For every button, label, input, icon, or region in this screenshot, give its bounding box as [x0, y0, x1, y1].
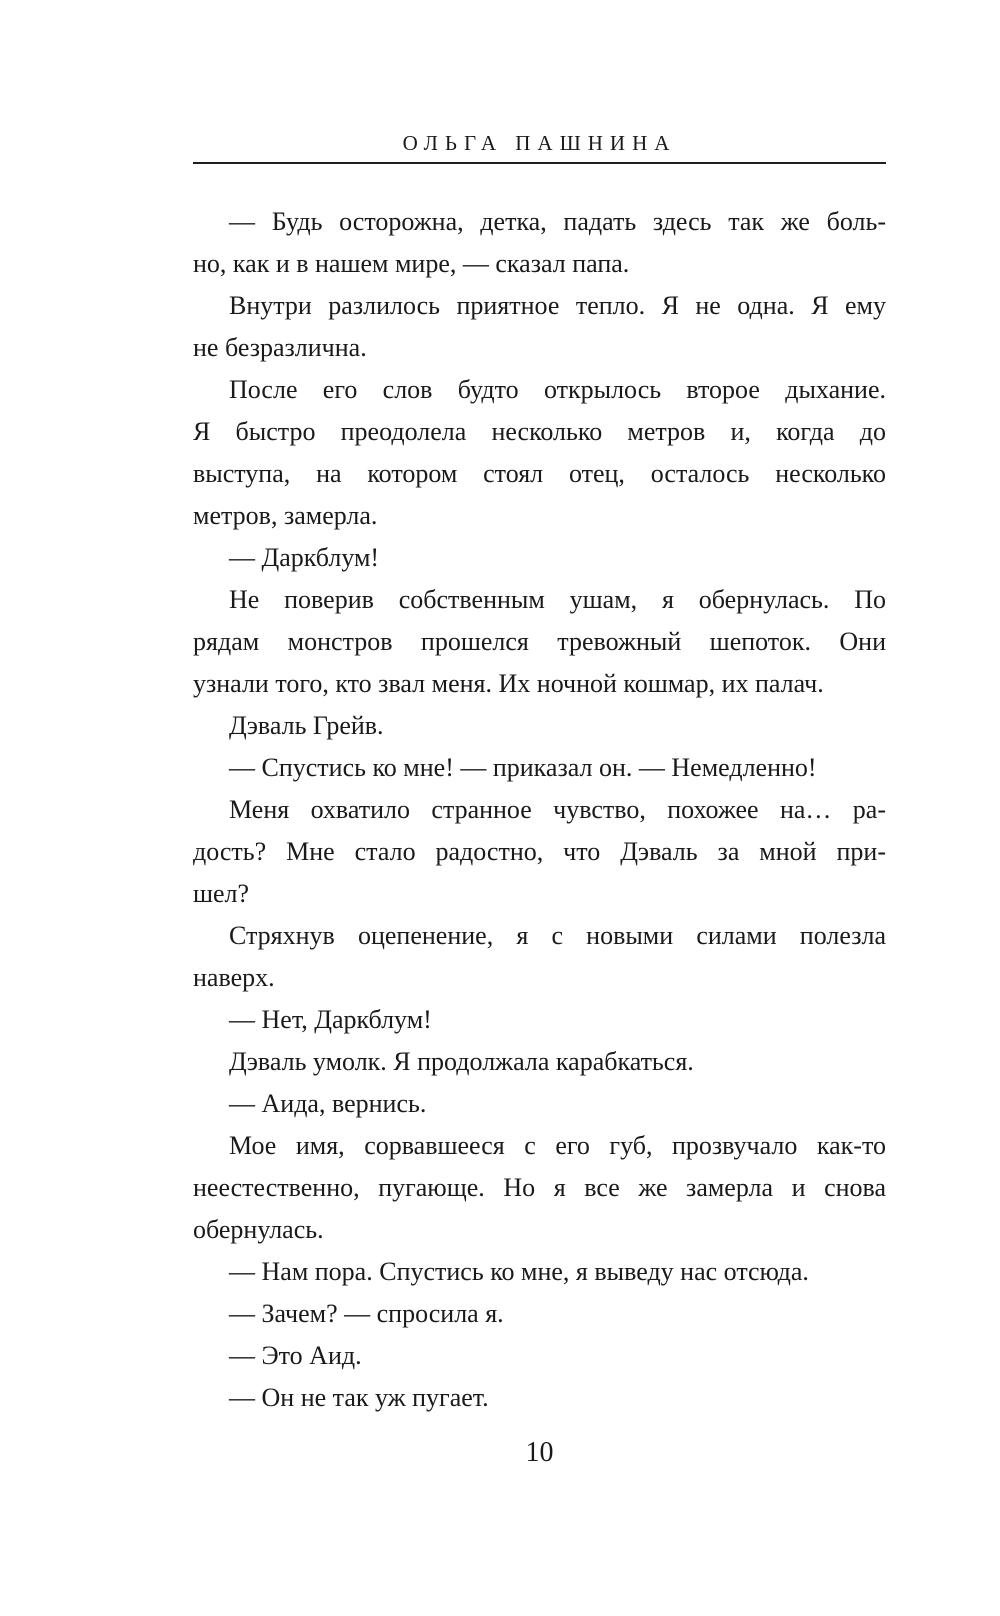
- text-line: шел?: [193, 879, 250, 908]
- text-line: неестественно, пугающе. Но я все же замерла и снова: [193, 1173, 886, 1202]
- text-line: Дэваль Грейв.: [229, 711, 384, 740]
- text-line: выступа, на котором стоял отец, осталось несколько: [193, 459, 886, 488]
- text-line: — Он не так уж пугает.: [229, 1383, 489, 1412]
- text-line: — Зачем? — спросила я.: [229, 1299, 504, 1328]
- text-line: — Это Аид.: [229, 1341, 362, 1370]
- text-line: дость? Мне стало радостно, что Дэваль за мной при-: [193, 837, 886, 866]
- text-line: метров, замерла.: [193, 501, 378, 530]
- body-text: [193, 201, 886, 1419]
- text-line: узнали того, кто звал меня. Их ночной кошмар, их палач.: [193, 669, 824, 698]
- text-line: — Будь осторожна, детка, падать здесь так же боль-: [229, 207, 886, 236]
- running-header-author: ОЛЬГА ПАШНИНА: [402, 131, 677, 155]
- text-line: Дэваль умолк. Я продолжала карабкаться.: [229, 1047, 694, 1076]
- text-line: — Даркблум!: [229, 543, 380, 572]
- text-line: но, как и в нашем мире, — сказал папа.: [193, 249, 630, 278]
- text-line: Я быстро преодолела несколько метров и, когда до: [193, 417, 886, 446]
- text-line: — Нам пора. Спустись ко мне, я выведу нас отсюда.: [229, 1257, 809, 1286]
- text-line: обернулась.: [193, 1215, 324, 1244]
- page-number: 10: [525, 1437, 554, 1468]
- text-line: Меня охватило странное чувство, похожее на… ра-: [229, 795, 886, 824]
- text-line: Мое имя, сорвавшееся с его губ, прозвучало как-то: [229, 1131, 886, 1160]
- text-line: рядам монстров прошелся тревожный шепоток. Они: [193, 627, 886, 656]
- text-line: Внутри разлилось приятное тепло. Я не одна. Я ему: [229, 291, 886, 320]
- text-line: После его слов будто открылось второе дыхание.: [229, 375, 886, 404]
- text-line: — Спустись ко мне! — приказал он. — Немедленно!: [229, 753, 817, 782]
- text-line: Не поверив собственным ушам, я обернулась. По: [229, 585, 886, 614]
- text-line: — Аида, вернись.: [229, 1089, 427, 1118]
- text-line: — Нет, Даркблум!: [229, 1005, 432, 1034]
- text-line: наверх.: [193, 963, 275, 992]
- page-footer: [193, 1433, 886, 1473]
- text-line: не безразлична.: [193, 333, 367, 362]
- text-line: Стряхнув оцепенение, я с новыми силами полезла: [229, 921, 886, 950]
- text-block: [193, 130, 886, 1473]
- header-rule: [193, 162, 886, 164]
